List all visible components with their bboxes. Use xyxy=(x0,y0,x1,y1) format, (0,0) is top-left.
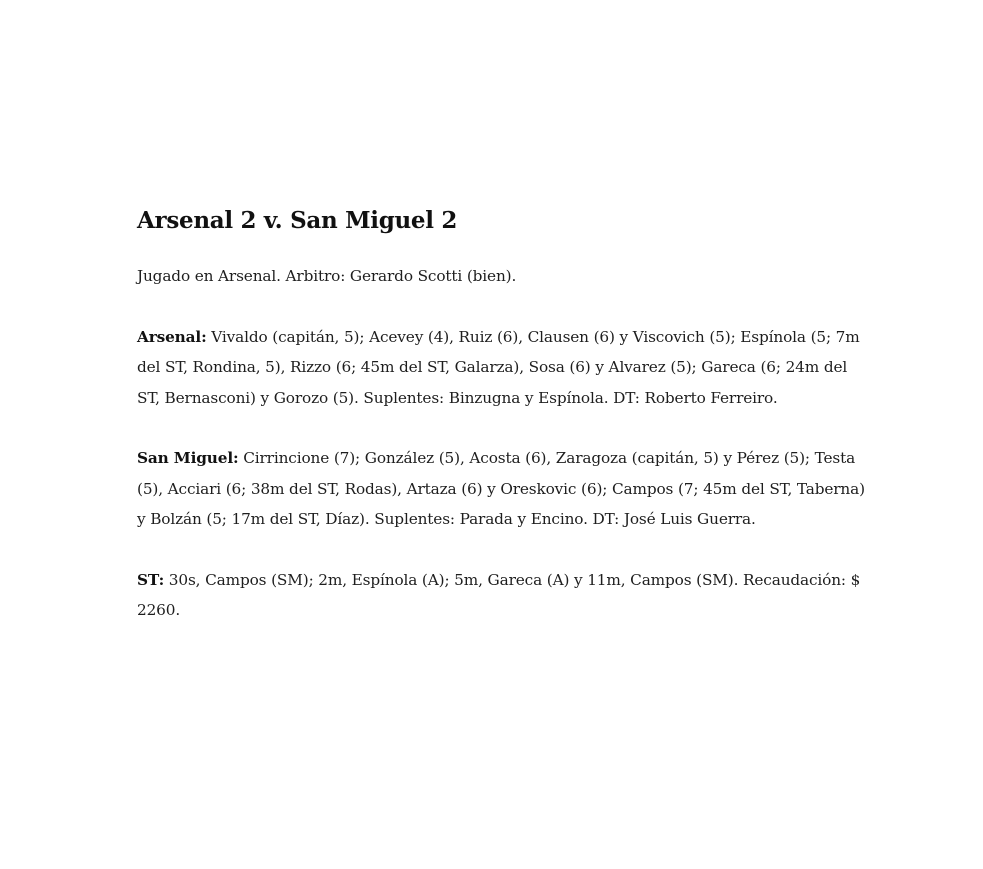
headline: Arsenal 2 v. San Miguel 2 xyxy=(137,207,458,234)
match-report xyxy=(137,205,867,656)
match-info: Jugado en Arsenal. Arbitro: Gerardo Scotti (bien). xyxy=(137,267,517,285)
second-half-label: ST: xyxy=(137,570,165,589)
san-miguel-lineup-text: Cirrincione (7); González (5), Acosta (6), Zaragoza (capitán, 5) y Pérez (5); Testa (5), Acciari (6; 38m del ST, Rodas), Artaza (6) y Oreskovic (6); Campos (7; 45m del ST, Taberna) y Bolzán (5; 17m del ST, Díaz). Suplentes: Parada y Encino. DT: José Luis Guerra. xyxy=(137,449,865,528)
second-half-goals-text: 30s, Campos (SM); 2m, Espínola (A); 5m, Gareca (A) y 11m, Campos (SM). Recaudación: $ 2260. xyxy=(137,570,861,619)
san-miguel-lineup xyxy=(137,443,867,535)
second-half-goals xyxy=(137,565,867,626)
arsenal-lineup xyxy=(137,322,867,414)
san-miguel-label: San Miguel: xyxy=(137,449,239,467)
arsenal-lineup-text: Vivaldo (capitán, 5); Acevey (4), Ruiz (6), Clausen (6) y Viscovich (5); Espínola (5; 7m del ST, Rondina, 5), Rizzo (6; 45m del ST, Galarza), Sosa (6) y Alvarez (5); Gareca (6; 24m del ST, Bernasconi) y Gorozo (5). Suplentes: Binzugna y Espínola. DT: Roberto Ferreiro. xyxy=(137,327,860,407)
arsenal-label: Arsenal: xyxy=(137,327,207,346)
